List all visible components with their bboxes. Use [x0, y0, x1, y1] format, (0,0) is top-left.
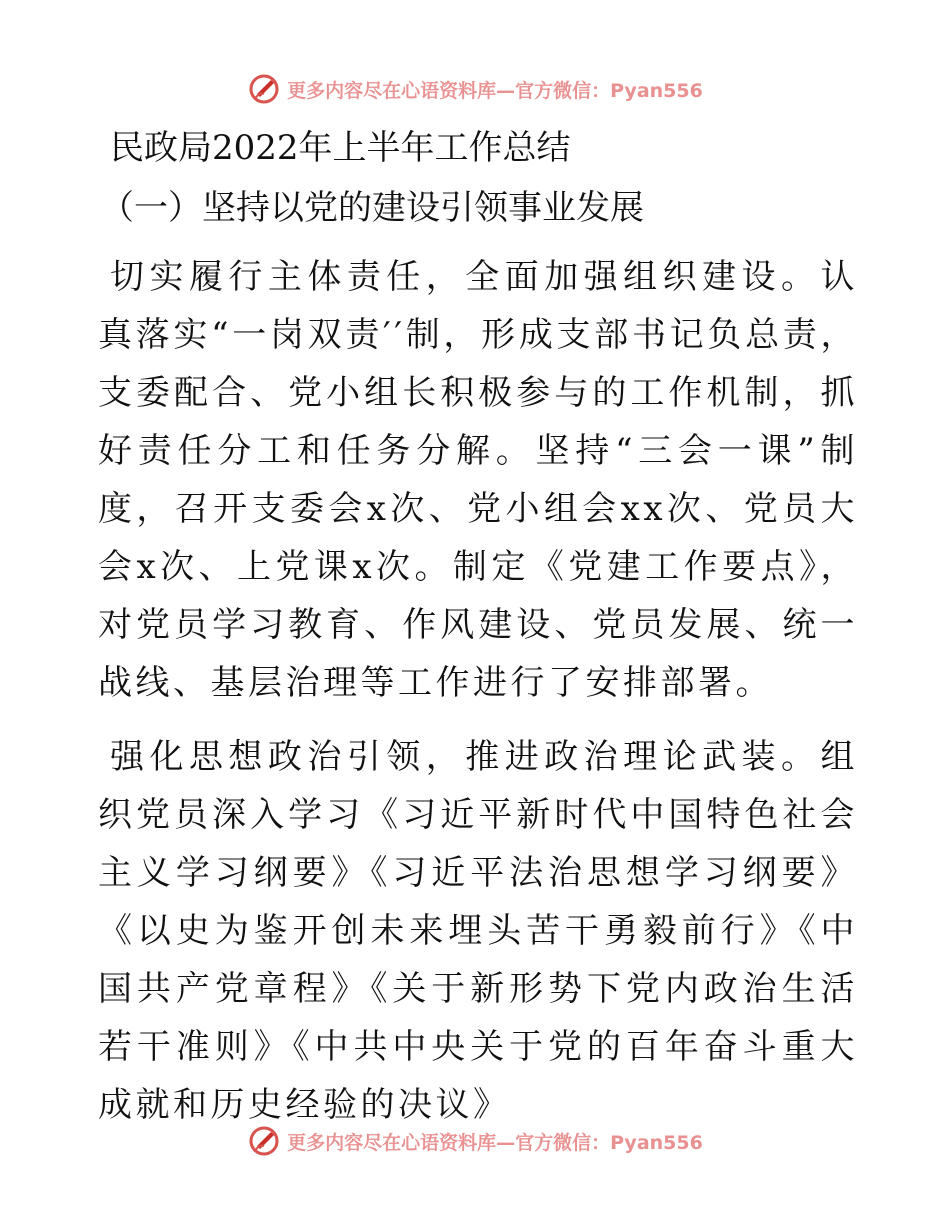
watermark-footer — [0, 1124, 950, 1158]
document-title: 民政局2022年上半年工作总结 — [110, 128, 571, 168]
watermark-text: 更多内容尽在心语资料库—官方微信：Pyan556 — [287, 79, 703, 102]
section-heading: （一）坚持以党的建设引领事业发展 — [100, 188, 644, 228]
brand-logo-icon — [247, 1124, 281, 1158]
paragraph: 切实履行主体责任，全面加强组织建设。认真落实“一岗双责′′制，形成支部书记负总责，支委配合、党小组长积极参与的工作机制，抓好责任分工和任务分解。坚持“三会一课”制度，召开支委会x次、党小组会xx次、党员大会x次、上党课x次。制定《党建工作要点》，对党员学习教育、作风建设、党员发展、统一战线、基层治理等工作进行了安排部署。 — [98, 257, 858, 703]
watermark-text: 更多内容尽在心语资料库—官方微信：Pyan556 — [287, 1131, 703, 1154]
document-body — [98, 124, 858, 1150]
brand-logo-icon — [247, 72, 281, 106]
watermark-header — [0, 72, 950, 106]
paragraph: 强化思想政治引领，推进政治理论武装。组织党员深入学习《习近平新时代中国特色社会主义学习纲要》《习近平法治思想学习纲要》《以史为鉴开创未来埋头苦干勇毅前行》《中国共产党章程》《关于新形势下党内政治生活若干准则》《中共中央关于党的百年奋斗重大成就和历史经验的决议》 — [98, 737, 858, 1125]
